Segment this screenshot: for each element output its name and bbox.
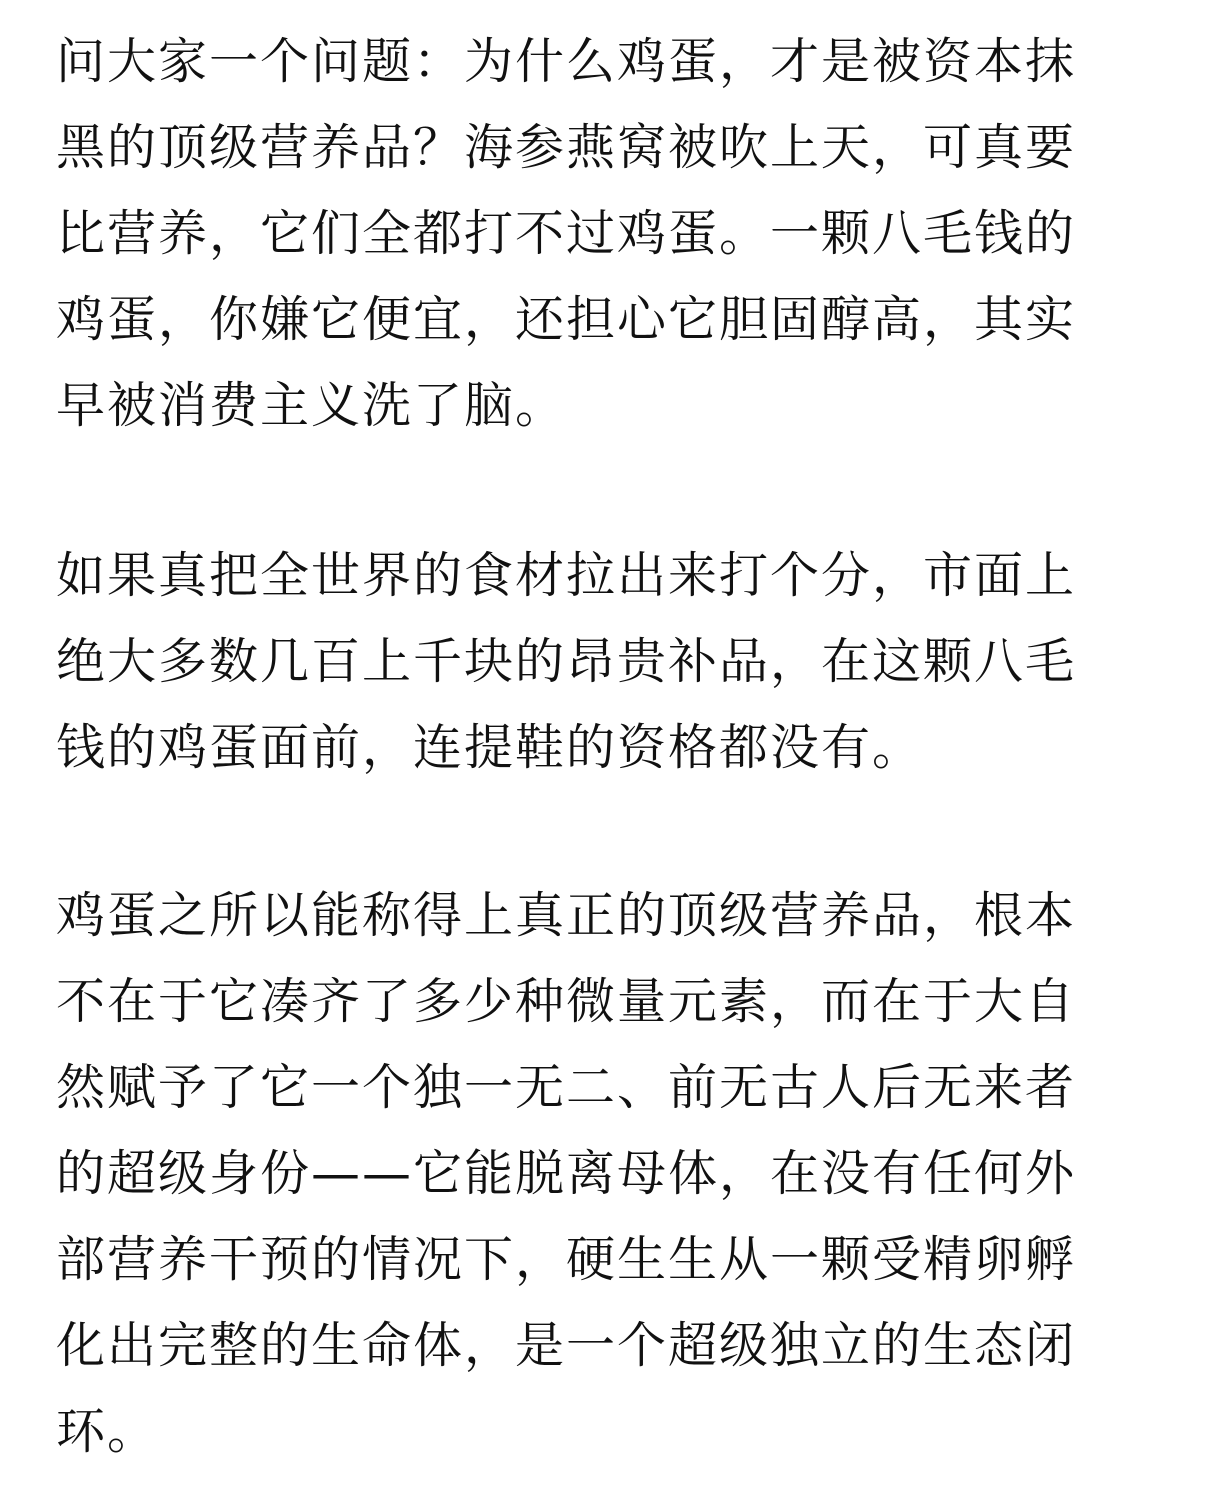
text-line: 钱的鸡蛋面前，连提鞋的资格都没有。 <box>56 719 924 776</box>
text-line: 化出完整的生命体，是一个超级独立的生态闭 <box>56 1317 1077 1374</box>
text-line: 绝大多数几百上千块的昂贵补品，在这颗八毛 <box>56 633 1077 690</box>
text-line: 问大家一个问题：为什么鸡蛋，才是被资本抹 <box>56 33 1077 90</box>
text-line: 比营养，它们全都打不过鸡蛋。一颗八毛钱的 <box>56 205 1077 262</box>
text-line: 然赋予了它一个独一无二、前无古人后无来者 <box>56 1059 1077 1116</box>
text-line: 鸡蛋之所以能称得上真正的顶级营养品，根本 <box>56 887 1077 944</box>
text-line: 早被消费主义洗了脑。 <box>56 377 567 434</box>
text-line: 的超级身份——它能脱离母体，在没有任何外 <box>56 1145 1077 1202</box>
text-line: 黑的顶级营养品？海参燕窝被吹上天，可真要 <box>56 119 1077 176</box>
text-line: 鸡蛋，你嫌它便宜，还担心它胆固醇高，其实 <box>56 291 1077 348</box>
text-line: 不在于它凑齐了多少种微量元素，而在于大自 <box>56 973 1077 1030</box>
text-line: 如果真把全世界的食材拉出来打个分，市面上 <box>56 547 1077 604</box>
text-line: 环。 <box>56 1403 159 1460</box>
text-line: 部营养干预的情况下，硬生生从一颗受精卵孵 <box>56 1231 1077 1288</box>
